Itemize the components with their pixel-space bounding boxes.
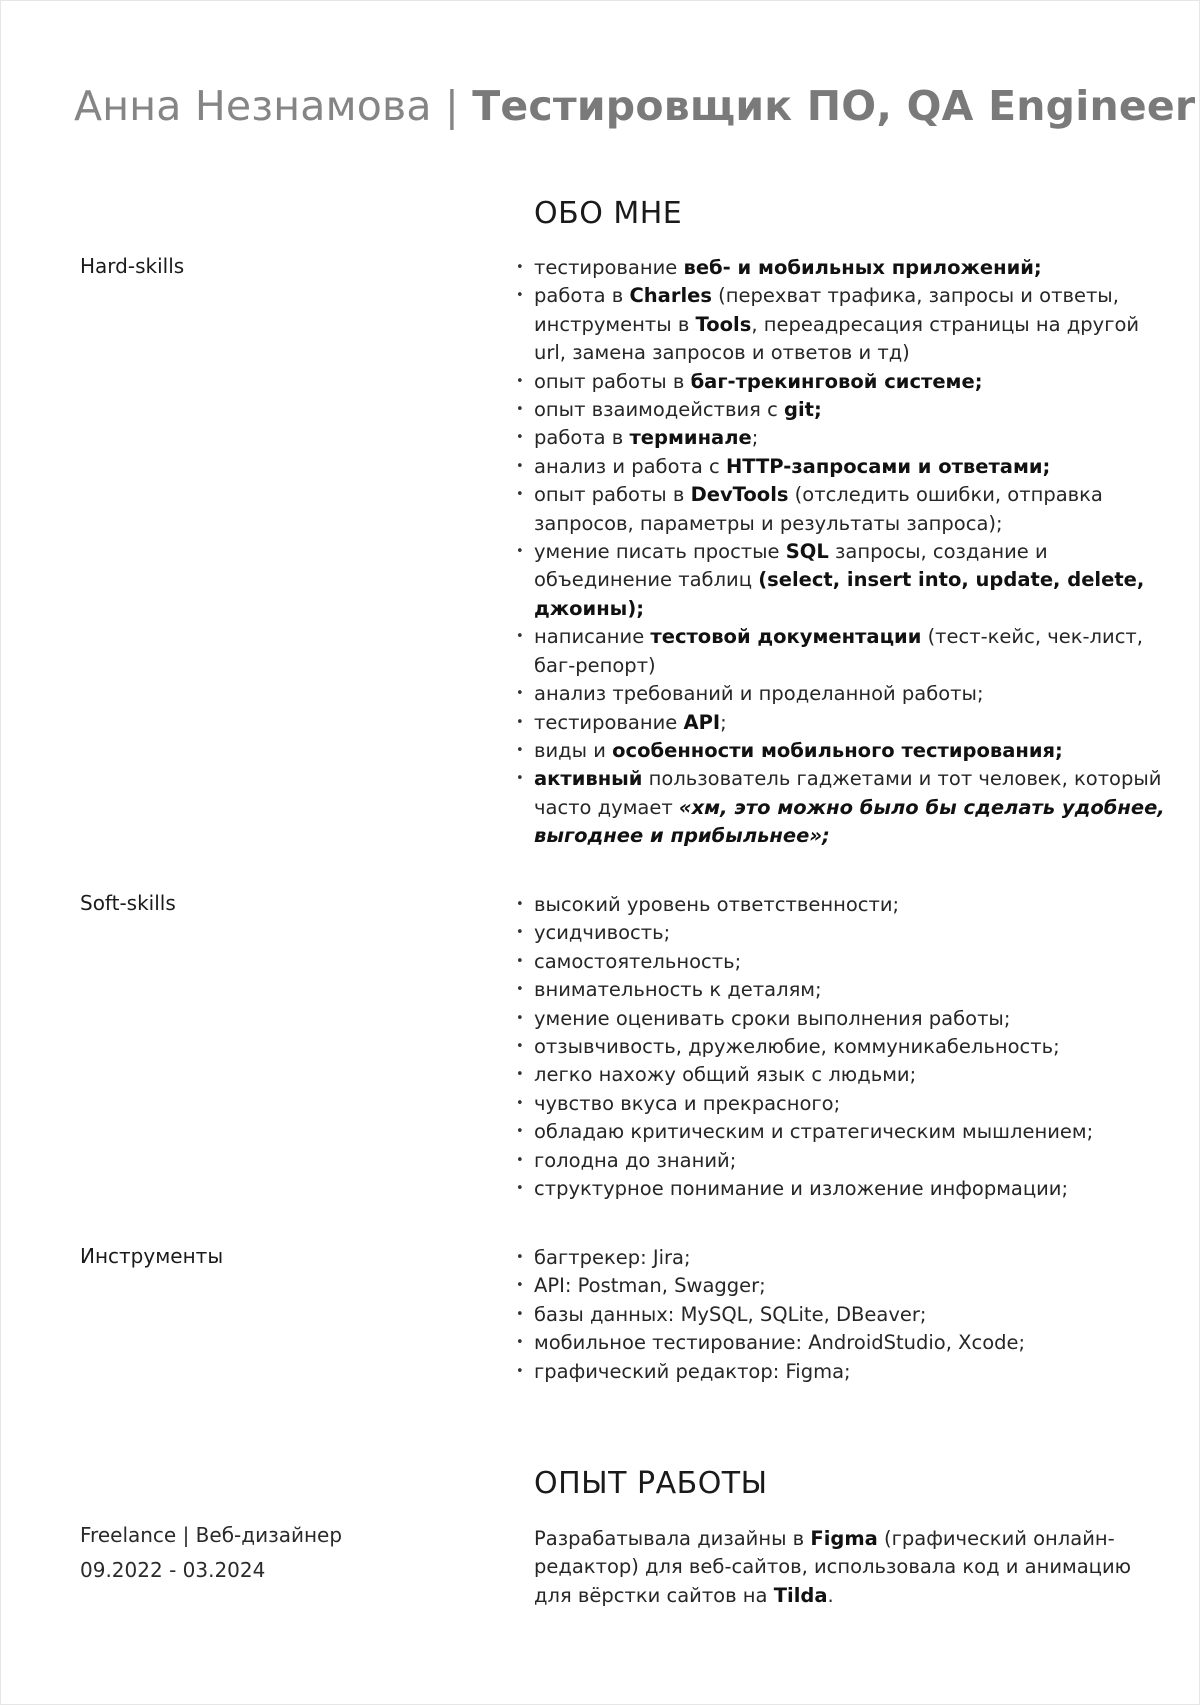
soft-skill-item: • самостоятельность;	[514, 948, 1170, 976]
header-separator: |	[444, 82, 459, 130]
hard-skill-item: • умение писать простые SQL запросы, создание и объединение таблиц (select, insert into, update, delete, джоины);	[514, 538, 1170, 623]
hard-skills-label: Hard-skills	[80, 254, 185, 278]
hard-skill-item: • активный пользователь гаджетами и тот человек, который часто думает «хм, это можно было бы сделать удобнее, выгоднее и прибыльнее»;	[514, 765, 1170, 850]
soft-skill-item: • отзывчивость, дружелюбие, коммуникабельность;	[514, 1033, 1170, 1061]
tool-item: • API: Postman, Swagger;	[514, 1272, 1170, 1300]
candidate-role: Тестировщик ПО, QA Engineer	[472, 82, 1196, 130]
hard-skill-item: • анализ и работа с HTTP-запросами и ответами;	[514, 453, 1170, 481]
experience-section-title: ОПЫТ РАБОТЫ	[534, 1466, 768, 1501]
soft-skill-item: • высокий уровень ответственности;	[514, 891, 1170, 919]
resume-header	[74, 80, 1196, 132]
tools-list	[514, 1244, 1170, 1386]
soft-skills-label: Soft-skills	[80, 891, 176, 915]
hard-skill-item: • опыт работы в DevTools (отследить ошибки, отправка запросов, параметры и результаты запроса);	[514, 481, 1170, 538]
tool-item: • багтрекер: Jira;	[514, 1244, 1170, 1272]
candidate-name: Анна Незнамова	[74, 82, 432, 130]
hard-skills-list	[514, 254, 1170, 851]
hard-skill-item: • тестирование веб- и мобильных приложений;	[514, 254, 1170, 282]
tool-item: • графический редактор: Figma;	[514, 1358, 1170, 1386]
soft-skill-item: • усидчивость;	[514, 919, 1170, 947]
tool-item: • мобильное тестирование: AndroidStudio, Xcode;	[514, 1329, 1170, 1357]
hard-skill-item: • опыт работы в баг-трекинговой системе;	[514, 368, 1170, 396]
soft-skill-item: • обладаю критическим и стратегическим мышлением;	[514, 1118, 1170, 1146]
hard-skill-item: • написание тестовой документации (тест-кейс, чек-лист, баг-репорт)	[514, 623, 1170, 680]
job-position: Freelance | Веб-дизайнер	[80, 1523, 343, 1547]
soft-skill-item: • умение оценивать сроки выполнения работы;	[514, 1005, 1170, 1033]
soft-skill-item: • легко нахожу общий язык с людьми;	[514, 1061, 1170, 1089]
soft-skill-item: • структурное понимание и изложение информации;	[514, 1175, 1170, 1203]
soft-skill-item: • голодна до знаний;	[514, 1147, 1170, 1175]
hard-skill-item: • анализ требований и проделанной работы;	[514, 680, 1170, 708]
job-description: Разрабатывала дизайны в Figma (графический онлайн-редактор) для веб-сайтов, использовала код и анимацию для вёрстки сайтов на Tilda.	[534, 1527, 1132, 1607]
hard-skill-item: • работа в терминале;	[514, 424, 1170, 452]
tool-item: • базы данных: MySQL, SQLite, DBeaver;	[514, 1301, 1170, 1329]
soft-skill-item: • чувство вкуса и прекрасного;	[514, 1090, 1170, 1118]
job-period: 09.2022 - 03.2024	[80, 1558, 266, 1582]
tools-label: Инструменты	[80, 1244, 224, 1268]
hard-skill-item: • опыт взаимодействия с git;	[514, 396, 1170, 424]
hard-skill-item: • работа в Charles (перехват трафика, запросы и ответы, инструменты в Tools, переадресация страницы на другой url, замена запросов и ответов и тд)	[514, 282, 1170, 367]
hard-skill-item: • тестирование API;	[514, 709, 1170, 737]
soft-skill-item: • внимательность к деталям;	[514, 976, 1170, 1004]
about-section-title: ОБО МНЕ	[534, 196, 683, 231]
soft-skills-list	[514, 891, 1170, 1203]
hard-skill-item: • виды и особенности мобильного тестирования;	[514, 737, 1170, 765]
